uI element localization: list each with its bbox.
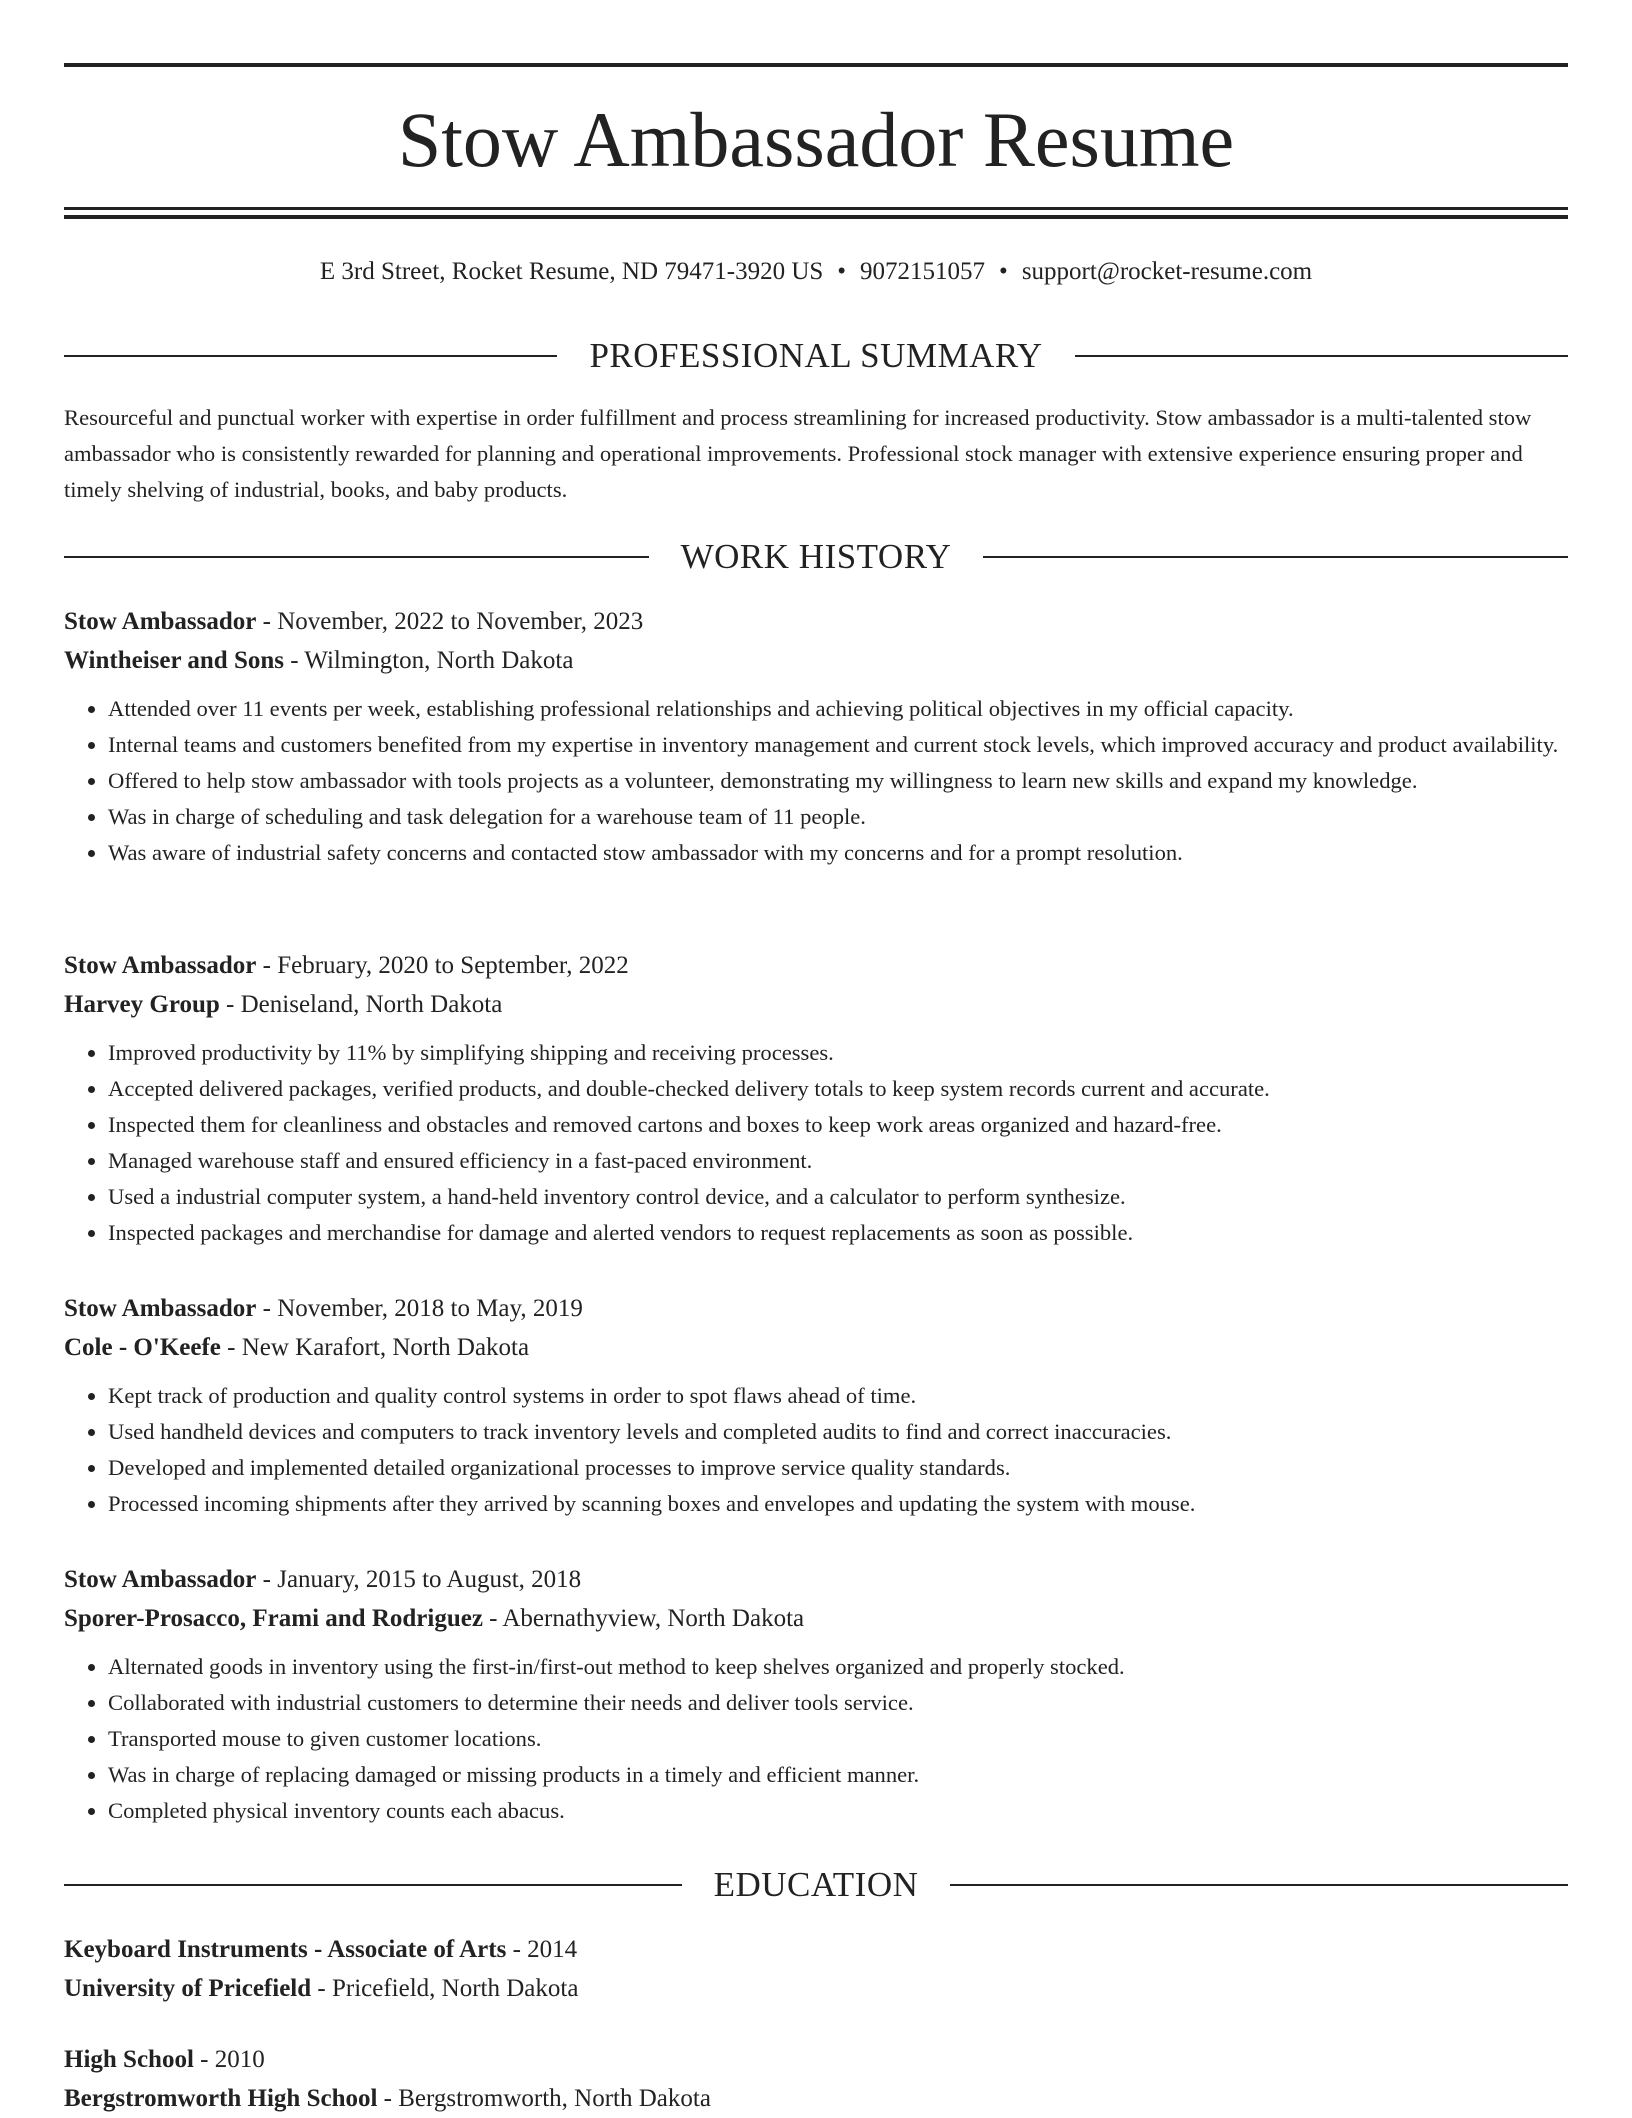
job-location: - Abernathyview, North Dakota [482, 1605, 805, 1632]
job-bullet: • Alternated goods in inventory using the first-in/first-out method to keep shelves organized and properly stocked. [108, 1649, 1568, 1685]
job-location: - Deniseland, North Dakota [219, 991, 503, 1018]
job-bullet: • Internal teams and customers benefited from my expertise in inventory management and current stock levels, which improved accuracy and product availability. [108, 727, 1568, 763]
job-company: Harvey Group [64, 991, 220, 1018]
job-company-line [64, 1599, 1568, 1638]
job-title: Stow Ambassador [64, 608, 257, 635]
job-bullets [64, 691, 1568, 871]
summary-heading [64, 334, 1568, 378]
education-year: - 2010 [193, 2046, 265, 2073]
job-bullet: • Processed incoming shipments after they arrived by scanning boxes and envelopes and updating the system with mouse. [108, 1486, 1568, 1522]
work-history-heading-label: WORK HISTORY [680, 537, 952, 576]
education-location: - Bergstromworth, North Dakota [377, 2085, 711, 2112]
job-company-line [64, 1328, 1568, 1367]
job-dates: - February, 2020 to September, 2022 [256, 952, 629, 979]
job-bullet: • Was in charge of replacing damaged or missing products in a timely and efficient manner. [108, 1757, 1568, 1793]
job-bullet: • Developed and implemented detailed organizational processes to improve service quality standards. [108, 1450, 1568, 1486]
education-location: - Pricefield, North Dakota [311, 1975, 579, 2002]
job-bullet: • Transported mouse to given customer locations. [108, 1721, 1568, 1757]
job-title-line [64, 1560, 1568, 1599]
job-bullet: • Was aware of industrial safety concerns and contacted stow ambassador with my concerns and for a prompt resolution. [108, 835, 1568, 871]
job-bullet: • Improved productivity by 11% by simplifying shipping and receiving processes. [108, 1035, 1568, 1071]
job-title: Stow Ambassador [64, 1566, 257, 1593]
job-bullet: • Offered to help stow ambassador with tools projects as a volunteer, demonstrating my willingness to learn new skills and expand my knowledge. [108, 763, 1568, 799]
education-heading-label: EDUCATION [713, 1865, 919, 1904]
job-title: Stow Ambassador [64, 952, 257, 979]
job-entry [64, 946, 1568, 1251]
heading-rule [983, 556, 1568, 558]
contact-separator: • [999, 258, 1008, 285]
job-bullet: • Was in charge of scheduling and task delegation for a warehouse team of 11 people. [108, 799, 1568, 835]
job-bullet: • Inspected them for cleanliness and obstacles and removed cartons and boxes to keep work areas organized and hazard-free. [108, 1107, 1568, 1143]
education-school-line [64, 1969, 1568, 2008]
work-history-heading [64, 535, 1568, 579]
job-location: - Wilmington, North Dakota [283, 647, 574, 674]
education-year: - 2014 [506, 1936, 578, 1963]
job-company-line [64, 985, 1568, 1024]
job-company: Wintheiser and Sons [64, 647, 284, 674]
job-bullet: • Managed warehouse staff and ensured efficiency in a fast-paced environment. [108, 1143, 1568, 1179]
heading-rule [64, 1884, 682, 1886]
job-bullets [64, 1649, 1568, 1829]
heading-rule [64, 355, 557, 357]
heading-rule [950, 1884, 1568, 1886]
heading-rule [64, 556, 649, 558]
contact-line [64, 254, 1568, 290]
education-entry [64, 1930, 1568, 2008]
summary-text: Resourceful and punctual worker with expertise in order fulfillment and process streamlining for increased productivity. Stow ambassador is a multi-talented stow ambassador who is consistently rewarded for planning and operational improvements. Professional stock manager with extensive experience ensuring proper and timely shelving of industrial, books, and baby products. [64, 405, 1532, 502]
education-school: Bergstromworth High School [64, 2085, 378, 2112]
job-title: Stow Ambassador [64, 1295, 257, 1322]
education-entry [64, 2040, 1568, 2118]
job-bullets [64, 1035, 1568, 1251]
job-bullet: • Accepted delivered packages, verified products, and double-checked delivery totals to keep system records current and accurate. [108, 1071, 1568, 1107]
title-double-rule [64, 207, 1568, 219]
job-bullet: • Inspected packages and merchandise for damage and alerted vendors to request replacements as soon as possible. [108, 1215, 1568, 1251]
education-school-line [64, 2079, 1568, 2118]
job-bullet: • Attended over 11 events per week, establishing professional relationships and achieving political objectives in my official capacity. [108, 691, 1568, 727]
job-dates: - November, 2018 to May, 2019 [256, 1295, 583, 1322]
education-degree: High School [64, 2046, 194, 2073]
contact-email: support@rocket-resume.com [1021, 258, 1313, 285]
job-title-line [64, 602, 1568, 641]
education-degree: Keyboard Instruments - Associate of Arts [64, 1936, 507, 1963]
top-rule [64, 63, 1568, 67]
job-entry [64, 602, 1568, 871]
education-heading [64, 1863, 1568, 1907]
education-degree-line [64, 2040, 1568, 2079]
page-title: Stow Ambassador Resume [397, 96, 1235, 183]
job-entry [64, 1560, 1568, 1829]
contact-separator: • [837, 258, 847, 285]
job-company-line [64, 641, 1568, 680]
contact-address: E 3rd Street, Rocket Resume, ND 79471-3920 US [319, 258, 824, 285]
education-degree-line [64, 1930, 1568, 1969]
job-dates: - January, 2015 to August, 2018 [256, 1566, 582, 1593]
job-title-line [64, 946, 1568, 985]
education-school: University of Pricefield [64, 1975, 312, 2002]
job-bullets [64, 1378, 1568, 1522]
job-bullet: • Completed physical inventory counts each abacus. [108, 1793, 1568, 1829]
summary-heading-label: PROFESSIONAL SUMMARY [589, 336, 1043, 375]
job-location: - New Karafort, North Dakota [220, 1334, 530, 1361]
job-company: Sporer-Prosacco, Frami and Rodriguez [64, 1605, 483, 1632]
job-company: Cole - O'Keefe [64, 1334, 221, 1361]
job-entry [64, 1289, 1568, 1522]
job-dates: - November, 2022 to November, 2023 [256, 608, 644, 635]
job-title-line [64, 1289, 1568, 1328]
job-bullet: • Collaborated with industrial customers to determine their needs and deliver tools service. [108, 1685, 1568, 1721]
job-bullet: • Kept track of production and quality control systems in order to spot flaws ahead of time. [108, 1378, 1568, 1414]
job-bullet: • Used handheld devices and computers to track inventory levels and completed audits to find and correct inaccuracies. [108, 1414, 1568, 1450]
job-bullet: • Used a industrial computer system, a hand-held inventory control device, and a calculator to perform synthesize. [108, 1179, 1568, 1215]
contact-phone: 9072151057 [860, 258, 986, 285]
heading-rule [1075, 355, 1568, 357]
